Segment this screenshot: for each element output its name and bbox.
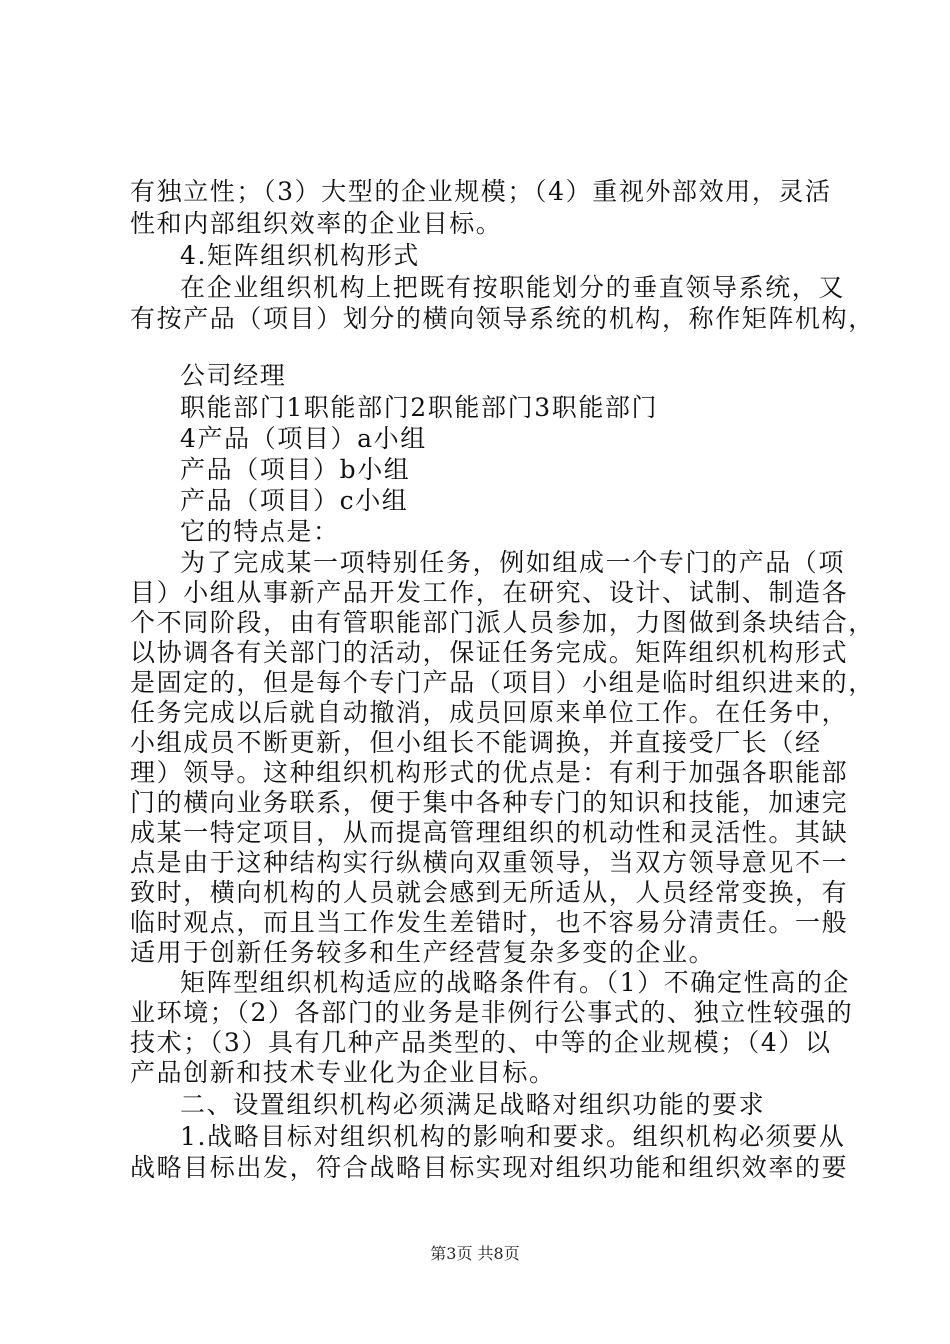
- text-line: 有独立性；（3）大型的企业规模；（4）重视外部效用，灵活: [130, 177, 832, 206]
- text-line: 技术；（3）具有几种产品类型的、中等的企业规模；（4）以: [130, 1028, 832, 1057]
- text-line: 门的横向业务联系，便于集中各种专门的知识和技能，加速完: [130, 788, 849, 817]
- text-line: 是固定的，但是每个专门产品（项目）小组是临时组织进来的，: [130, 668, 875, 697]
- text-line: 个不同阶段，由有管职能部门派人员参加，力图做到条块结合，: [130, 608, 875, 637]
- text-line: 任务完成以后就自动撤消，成员回原来单位工作。在任务中，: [130, 698, 849, 727]
- text-line: 目）小组从事新产品开发工作，在研究、设计、试制、制造各: [130, 578, 849, 607]
- org-chart-line: 4产品（项目）a小组: [180, 424, 427, 453]
- text-line: 业环境；（2）各部门的业务是非例行公事式的、独立性较强的: [130, 998, 854, 1027]
- text-line: 性和内部组织效率的企业目标。: [130, 209, 503, 238]
- text-line: 致时，横向机构的人员就会感到无所适从，人员经常变换，有: [130, 878, 849, 907]
- text-line: 有按产品（项目）划分的横向领导系统的机构，称作矩阵机构，: [130, 304, 875, 333]
- org-chart-line: 公司经理: [180, 361, 287, 390]
- text-line: 在企业组织机构上把既有按职能划分的垂直领导系统，又: [180, 273, 846, 302]
- org-chart-line: 职能部门1职能部门2职能部门3职能部门: [180, 393, 659, 422]
- page-footer: 第3页 共8页: [430, 1244, 520, 1263]
- text-line: 成某一特定项目，从而提高管理组织的机动性和灵活性。其缺: [130, 818, 849, 847]
- text-line: 临时观点，而且当工作发生差错时，也不容易分清责任。一般: [130, 908, 849, 937]
- text-line: 适用于创新任务较多和生产经营复杂多变的企业。: [130, 938, 716, 967]
- org-chart-line: 产品（项目）b小组: [180, 455, 411, 484]
- text-line: 点是由于这种结构实行纵横向双重领导，当双方领导意见不一: [130, 848, 849, 877]
- text-line: 矩阵型组织机构适应的战略条件有。（1）不确定性高的企: [180, 968, 851, 997]
- section-heading: 二、设置组织机构必须满足战略对组织功能的要求: [180, 1090, 766, 1119]
- text-line: 1.战略目标对组织机构的影响和要求。组织机构必须要从: [180, 1122, 846, 1151]
- text-line: 它的特点是：: [180, 517, 340, 546]
- text-line: 为了完成某一项特别任务，例如组成一个专门的产品（项: [180, 548, 846, 577]
- text-line: 小组成员不断更新，但小组长不能调换，并直接受厂长（经: [130, 728, 822, 757]
- org-chart-line: 产品（项目）c小组: [180, 486, 409, 515]
- text-line: 产品创新和技术专业化为企业目标。: [130, 1058, 556, 1087]
- text-line: 以协调各有关部门的活动，保证任务完成。矩阵组织机构形式: [130, 638, 849, 667]
- text-line: 战略目标出发，符合战略目标实现对组织功能和组织效率的要: [130, 1153, 849, 1182]
- section-heading: 4.矩阵组织机构形式: [180, 241, 420, 270]
- text-line: 理）领导。这种组织机构形式的优点是：有利于加强各职能部: [130, 758, 849, 787]
